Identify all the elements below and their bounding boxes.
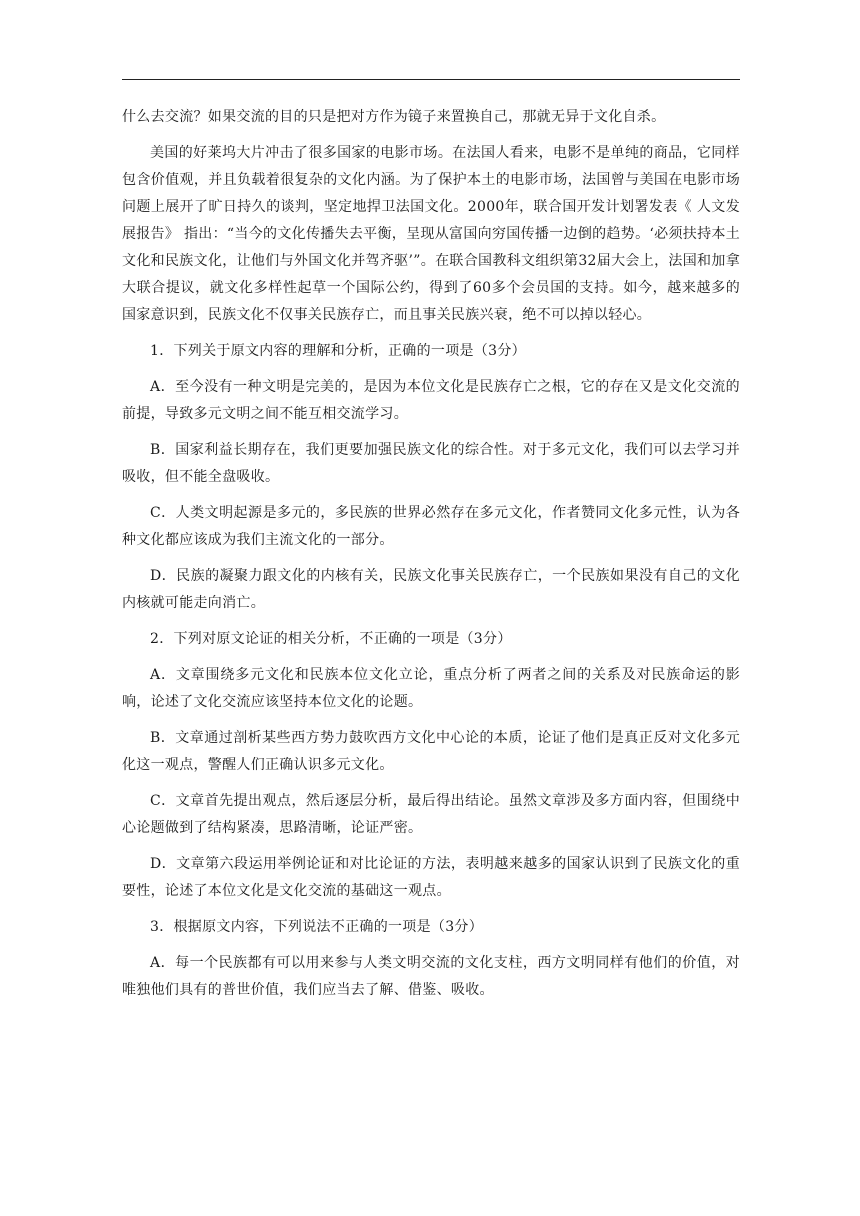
question-3-option-a: A．每一个民族都有可以用来参与人类文明交流的文化支柱，西方文明同样有他们的价值，对唯独他们具有的普世价值，我们应当去了解、借鉴、吸收。 (122, 955, 740, 998)
question-1-option-d: D．民族的凝聚力跟文化的内核有关，民族文化事关民族存亡，一个民族如果没有自己的文化内核就可能走向消亡。 (122, 568, 740, 611)
header-rule (122, 79, 740, 80)
question-1-option-b: B．国家利益长期存在，我们更要加强民族文化的综合性。对于多元文化，我们可以去学习并吸收，但不能全盘吸收。 (122, 442, 740, 485)
question-1: 1．下列关于原文内容的理解和分析，正确的一项是（3分） (150, 343, 526, 359)
question-2-option-d: D．文章第六段运用举例论证和对比论证的方法，表明越来越多的国家认识到了民族文化的重要性，论述了本位文化是文化交流的基础这一观点。 (122, 856, 740, 899)
question-2-option-b: B．文章通过剖析某些西方势力鼓吹西方文化中心论的本质，论证了他们是真正反对文化多元化这一观点，警醒人们正确认识多元文化。 (122, 730, 740, 773)
question-1-option-c: C．人类文明起源是多元的，多民族的世界必然存在多元文化，作者赞同文化多元性，认为各种文化都应该成为我们主流文化的一部分。 (122, 505, 740, 548)
question-2: 2．下列对原文论证的相关分析，不正确的一项是（3分） (150, 631, 512, 647)
question-3: 3．根据原文内容，下列说法不正确的一项是（3分） (150, 919, 484, 935)
document-page (122, 104, 740, 1004)
question-1-option-a: A．至今没有一种文明是完美的，是因为本位文化是民族存亡之根，它的存在又是文化交流的前提，导致多元文明之间不能互相交流学习。 (122, 379, 740, 422)
question-2-option-a: A．文章围绕多元文化和民族本位文化立论，重点分析了两者之间的关系及对民族命运的影响，论述了文化交流应该坚持本位文化的论题。 (122, 667, 740, 710)
paragraph-intro-tail: 什么去交流？如果交流的目的只是把对方作为镜子来置换自己，那就无异于文化自杀。 (122, 109, 666, 125)
question-2-option-c: C．文章首先提出观点，然后逐层分析，最后得出结论。虽然文章涉及多方面内容，但围绕中心论题做到了结构紧凑，思路清晰，论证严密。 (122, 793, 740, 836)
paragraph-passage-last: 美国的好莱坞大片冲击了很多国家的电影市场。在法国人看来，电影不是单纯的商品，它同样包含价值观，并且负载着很复杂的文化内涵。为了保护本土的电影市场，法国曾与美国在电影市场问题上展开了旷日持久的谈判，坚定地捍卫法国文化。2000年，联合国开发计划署发表《 人文发展报告》 指出：“当今的文化传播失去平衡，呈现从富国向穷国传播一边倒的趋势。‘必须扶持本土文化和民族文化，让他们与外国文化并驾齐驱’”。在联合国教科文组织第32届大会上，法国和加拿大联合提议，就文化多样性起草一个国际公约，得到了60多个会员国的支持。如今，越来越多的国家意识到，民族文化不仅事关民族存亡，而且事关民族兴衰，绝不可以掉以轻心。 (122, 145, 740, 323)
